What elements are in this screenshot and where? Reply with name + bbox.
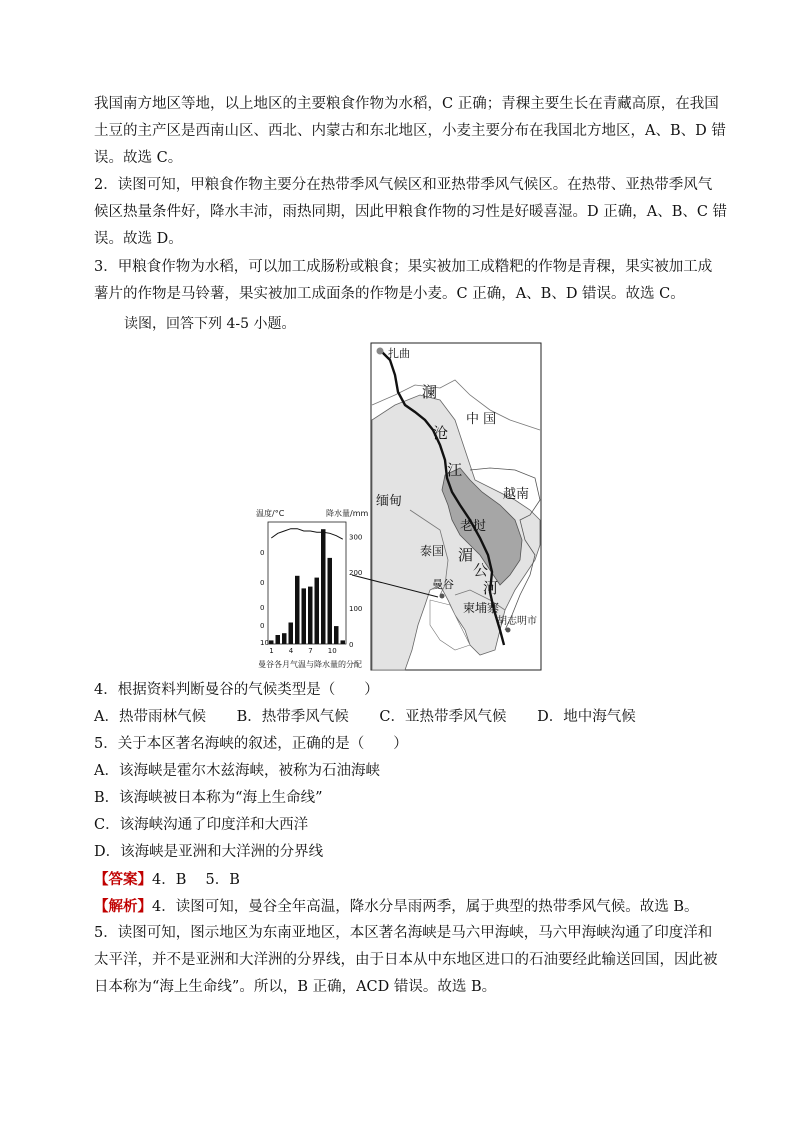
left-axis-ticks [260,549,269,647]
question-5-option-b[interactable]: B．该海峡被日本称为“海上生命线” [94,790,323,806]
label-china: 中 国 [466,412,497,427]
text-line: 薯片的作物是马铃薯，果实被加工成面条的作物是小麦。C 正确，A、B、D 错误。故选 C。 [94,286,685,302]
x-tick-label: 4 [288,647,294,655]
x-axis-ticks [269,647,336,655]
text-line: 5．读图可知，图示地区为东南亚地区，本区著名海峡是马六甲海峡，马六甲海峡沟通了印度洋和 [94,925,713,941]
analysis-first-line [94,893,699,921]
temperature-line [271,529,343,540]
text-line: 3．甲粮食作物为水稻，可以加工成肠粉或粮食；果实被加工成糌粑的作物是青稞，果实被加工成 [94,259,713,275]
label-lancang-1: 澜 [422,383,438,401]
analysis-tag: 【解析】 [94,898,152,915]
chart-frame [268,522,346,644]
chart-title-right: 降水量/mm [326,509,369,518]
question-5-stem: 5．关于本区著名海峡的叙述，正确的是（ ） [94,736,408,752]
label-zaqu: 扎曲 [388,347,410,360]
question-5-option-a[interactable]: A．该海峡是霍尔木兹海峡，被称为石油海峡 [94,763,380,779]
right-tick-label: 300 [349,533,363,542]
question-5-option-c[interactable]: C．该海峡沟通了印度洋和大西洋 [94,817,309,833]
label-mekong-2: 公 [473,561,489,579]
label-mekong-1: 湄 [458,546,474,564]
left-tick-label: 0 [260,604,265,612]
right-tick-label: 200 [349,569,363,578]
answer-line [94,866,240,894]
text-line: 误。故选 C。 [94,150,183,166]
text-line: 太平洋，并不是亚洲和大洋洲的分界线，由于日本从中东地区进口的石油要经此输送回国，因此被 [94,952,718,968]
climate-chart [256,508,368,669]
right-tick-label: 100 [349,605,363,614]
option-d[interactable]: D．地中海气候 [537,709,636,725]
text-line: 日本称为“海上生命线”。所以，B 正确，ACD 错误。故选 B。 [94,979,497,995]
analysis-paragraph [94,920,718,1001]
right-tick-label: 0 [349,641,354,649]
left-tick-label: 0 [260,579,265,587]
text-line: 我国南方地区等地，以上地区的主要粮食作物为水稻，C 正确；青稞主要生长在青藏高原，在我国 [94,96,719,112]
hcmc-marker [506,628,511,633]
precip-bar [321,529,326,644]
question-prompt: 读图，回答下列 4-5 小题。 [124,316,296,332]
left-tick-label: 0 [260,549,265,557]
label-cambodia: 柬埔寨 [463,601,500,615]
precip-bar [295,576,300,644]
answer-text: 4．B 5．B [152,872,240,888]
option-a[interactable]: A．热带雨林气候 [94,709,206,725]
answer-tag: 【答案】 [94,871,152,888]
label-hcmc: 胡志明市 [497,616,537,627]
label-bangkok: 曼谷 [432,578,454,591]
analysis-text: 4．读图可知，曼谷全年高温，降水分旱雨两季，属于典型的热带季风气候。故选 B。 [152,899,699,915]
option-c[interactable]: C．亚热带季风气候 [379,709,507,725]
chart-caption: 曼谷各月气温与降水量的分配 [258,660,362,669]
precip-bar [269,640,274,644]
precip-bar [289,623,294,645]
precip-bar [302,588,307,644]
text-line: 误。故选 D。 [94,231,183,247]
label-lancang-3: 江 [447,461,463,479]
text-line: 候区热量条件好，降水丰沛，雨热同期，因此甲粮食作物的习性是好暖喜湿。D 正确，A、B、C 错 [94,204,728,220]
precip-bar [308,587,313,644]
question-4-options [94,704,662,731]
precip-bar [282,633,287,644]
answer-3 [94,254,713,308]
label-thailand: 泰国 [420,544,445,558]
label-myanmar: 缅甸 [376,494,403,509]
x-tick-label: 7 [308,647,313,655]
text-line: 2．读图可知，甲粮食作物主要分在热带季风气候区和亚热带季风气候区。在热带、亚热带季风气 [94,177,713,193]
question-5-option-d[interactable]: D．该海峡是亚洲和大洋洲的分界线 [94,844,324,860]
label-mekong-3: 河 [483,579,499,597]
precipitation-bars [269,529,345,644]
label-laos: 老挝 [460,519,487,534]
chart-title-left: 温度/°C [256,509,285,518]
precip-bar [315,578,320,644]
left-tick-label: 10 [260,639,269,647]
precip-bar [328,558,333,644]
text-line: 土豆的主产区是西南山区、西北、内蒙古和东北地区，小麦主要分布在我国北方地区，A、B、D 错 [94,123,726,139]
precip-bar [276,635,281,644]
label-vietnam: 越南 [503,487,530,502]
bangkok-marker [440,594,445,599]
zaqu-marker [377,348,384,355]
right-axis-ticks [349,533,362,649]
x-tick-label: 1 [269,647,274,655]
option-b[interactable]: B．热带季风气候 [236,709,349,725]
question-4-stem: 4．根据资料判断曼谷的气候类型是（ ） [94,682,379,698]
left-tick-label: 0 [260,622,265,630]
answer-2 [94,172,728,253]
top-paragraph [94,91,726,172]
x-tick-label: 10 [327,647,337,655]
precip-bar [341,640,346,644]
label-lancang-2: 沧 [433,424,449,442]
precip-bar [334,626,339,644]
